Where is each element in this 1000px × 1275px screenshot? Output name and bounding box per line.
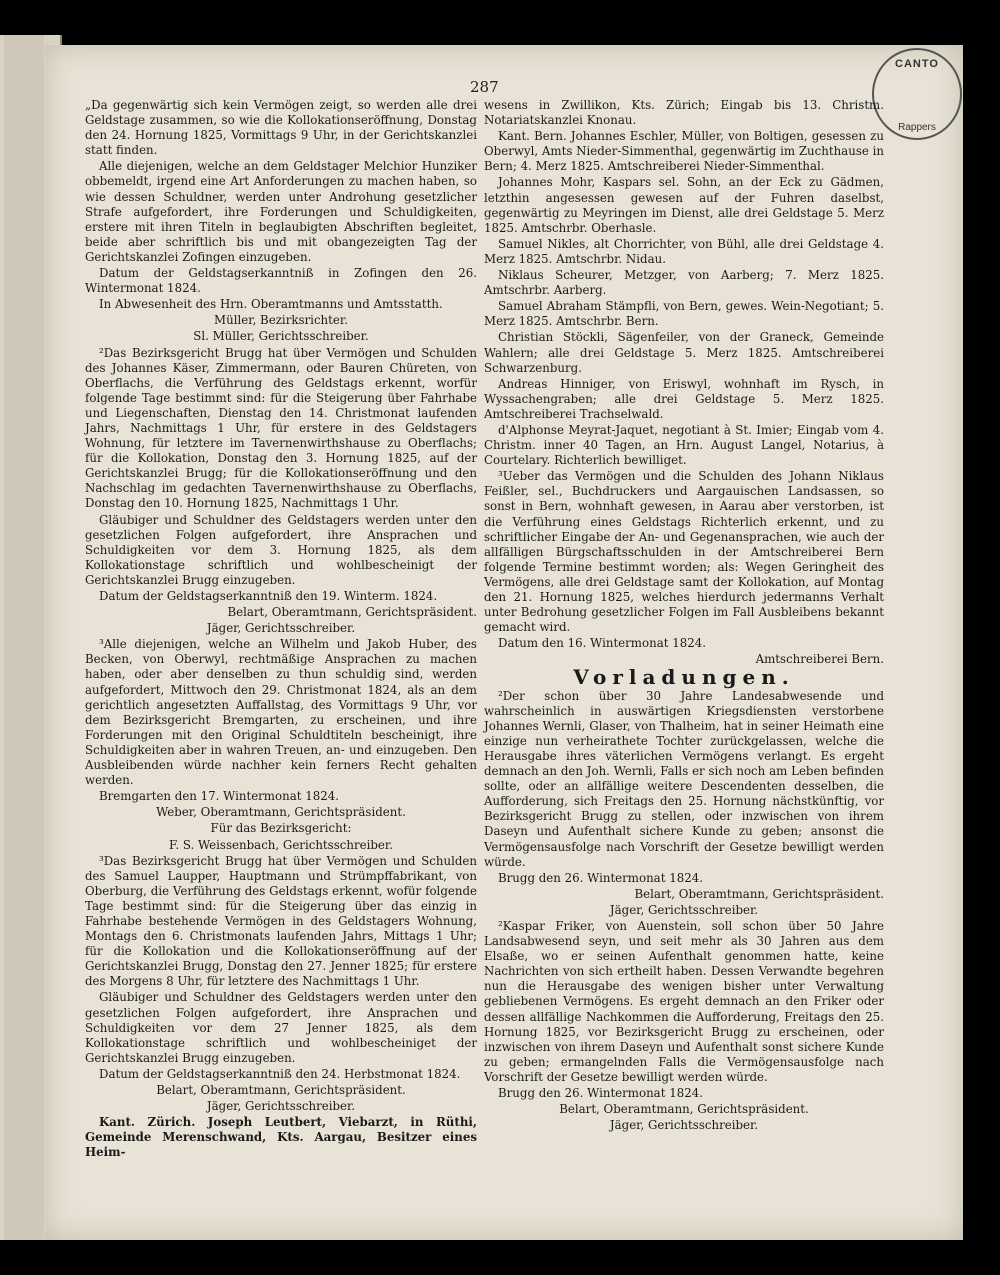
right-column-paragraph: d'Alphonse Meyrat-Jaquet, negotiant à St. Imier; Eingab vom 4. Christm. inner 40 Tagen, an Hrn. August Langel, Notarius, à Courtelary. Richterlich bewilliget. (484, 422, 884, 468)
left-column-paragraph: Jäger, Gerichtsschreiber. (206, 1099, 356, 1114)
left-column-paragraph: F. S. Weissenbach, Gerichtsschreiber. (169, 837, 393, 852)
left-column-paragraph: ²Das Bezirksgericht Brugg hat über Vermögen und Schulden des Johannes Käser, Zimmermann, oder Bauren Chüreten, von Oberflachs, die Verführung des Geldstags erkennt, worfür folgende Tage bestimmt sind: für die Steigerung über Fahrhabe und Liegenschaften, Dienstag den 14. Christmonat laufenden Jahrs, Nachmittags 1 Uhr, für erstere in des Geldstagers Wohnung, für letztere im Tavernenwirthshause zu Oberflachs; für die Kollokation, Donstag den 3. Hornung 1825, auf der Gerichtskanzlei Brugg; für die Kollokationseröffnung und den Nachschlag im gedachten Tavernenwirthshause zu Oberflachs, Donstag den 10. Hornung 1825, Nachmittags 1 Uhr. (85, 345, 477, 511)
right-column-paragraph: wesens in Zwillikon, Kts. Zürich; Eingab bis 13. Christm. Notariatskanzlei Knonau. (484, 98, 884, 128)
right-column-paragraph: Kant. Bern. Johannes Eschler, Müller, von Boltigen, gesessen zu Oberwyl, Amts Nieder-Simmenthal, gegenwärtig im Zuchthause in Bern; 4. Merz 1825. Amtschreiberei Nieder-Simmenthal. (484, 129, 884, 174)
left-column-paragraph: Weber, Oberamtmann, Gerichtspräsident. (156, 805, 406, 820)
left-column-paragraph: Sl. Müller, Gerichtsschreiber. (193, 329, 369, 344)
section-heading: Vorladungen. (573, 665, 795, 690)
left-column (85, 98, 477, 1161)
left-column-paragraph: Gläubiger und Schuldner des Geldstagers werden unter den gesetzlichen Folgen aufgefordert, ihre Ansprachen und Schuldigkeiten vor dem 3. Hornung 1825, als dem Kollokationstage schriftlich und wohlbescheinigt der Gerichtskanzlei Brugg einzugeben. (85, 512, 477, 587)
right-column-paragraph: Belart, Oberamtmann, Gerichtspräsident. (559, 1102, 809, 1117)
book-spine-strip (4, 35, 44, 1240)
left-column-paragraph: ³Alle diejenigen, welche an Wilhelm und Jakob Huber, des Becken, von Oberwyl, rechtmäßige Ansprachen zu machen haben, oder aber denselben zu thun schuldig sind, werden aufgefordert, Mittwoch den 29. Christmonat 1824, als an dem gerichtlich angesetzten Auffallstag, des Vormittags 9 Uhr, vor dem Bezirksgericht Bremgarten, zu erscheinen, und ihre Forderungen mit den Original Schuldtiteln bescheinigt, ihre Schuldigkeiten aber in wahren Treuen, an- und einzugeben. Den Ausbleibenden würde nachher kein ferners Recht gehalten werden. (85, 637, 477, 788)
left-column-paragraph: Müller, Bezirksrichter. (214, 313, 348, 328)
left-column-paragraph: Kant. Zürich. Joseph Leutbert, Viebarzt, in Rüthi, Gemeinde Merenschwand, Kts. Aargau, Besitzer eines Heim- (85, 1115, 477, 1160)
right-column-paragraph: Jäger, Gerichtsschreiber. (609, 1118, 759, 1133)
right-column-paragraph: Christian Stöckli, Sägenfeiler, von der Graneck, Gemeinde Wahlern; alle drei Geldstage 5. Merz 1825. Amtschreiberei Schwarzenburg. (484, 330, 884, 375)
right-column-paragraph: ³Ueber das Vermögen und die Schulden des Johann Niklaus Feißler, sel., Buchdruckers und Aargauischen Landsassen, so sonst in Bern, wohnhaft gewesen, in Aarau aber verstorben, ist die Verführung eines Geldstags Richterlich erkennt, und zu schriftlicher Eingabe der An- und Gegenansprachen, wie auch der allfälligen Bürgschaftsschulden in der Amtschreiberei Bern folgende Termine bestimmt worden; als: Wegen Geringheit des Vermögens, alle drei Geldstage samt der Kollokation, auf Montag den 21. Hornung 1825, welches hierdurch jedermanns Verhalt unter Bedrohung gesetzlicher Folgen im Fall Ausbleibens bekannt gemacht wird. (484, 469, 884, 635)
right-column (484, 98, 884, 1134)
left-column-paragraph: Datum der Geldstagserkanntniß den 19. Winterm. 1824. (99, 589, 438, 603)
library-stamp (872, 48, 962, 140)
left-column-paragraph: Belart, Oberamtmann, Gerichtspräsident. (156, 1083, 406, 1097)
left-column-paragraph: Datum der Geldstagserkanntniß den 24. Herbstmonat 1824. (99, 1066, 461, 1081)
left-column-paragraph: Bremgarten den 17. Wintermonat 1824. (99, 789, 339, 804)
right-column-paragraph: Belart, Oberamtmann, Gerichtspräsident. (634, 886, 884, 901)
right-column-paragraph: Brugg den 26. Wintermonat 1824. (498, 1086, 703, 1100)
left-column-paragraph: Datum der Geldstagserkanntniß in Zofingen den 26. Wintermonat 1824. (85, 266, 477, 296)
right-column-paragraph: Amtschreiberei Bern. (755, 652, 884, 667)
left-column-paragraph: Gläubiger und Schuldner des Geldstagers werden unter den gesetzlichen Folgen aufgefordert, ihre Ansprachen und Schuldigkeiten vor dem 27 Jenner 1825, als dem Kollokationstage schriftlich und wohlbescheiniget der Gerichtskanzlei Brugg einzugeben. (85, 990, 477, 1065)
left-column-paragraph: Für das Bezirksgericht: (210, 821, 352, 836)
right-column-paragraph: Niklaus Scheurer, Metzger, von Aarberg; 7. Merz 1825. Amtschrbr. Aarberg. (484, 268, 884, 298)
stamp-text-bottom: Rappers (898, 122, 936, 133)
right-column-paragraph: ²Kaspar Friker, von Auenstein, soll schon über 50 Jahre Landsabwesend seyn, und seit mehr als 30 Jahren aus dem Elsaße, wo er seinen Aufenthalt genommen hatte, keine Nachrichten von sich ertheilt haben. Dessen Verwandte begehren nun die Herausgabe des wenigen bisher unter Verwaltung gebliebenen Vermögens. Es ergeht demnach an den Friker oder dessen allfällige Nachkommen die Aufforderung, Freitags den 25. Hornung 1825, vor Bezirksgericht Brugg zu erscheinen, oder inzwischen von ihrem Daseyn und Aufenthalt sonst sichere Kunde zu geben; ermangelnden Falls die Vermögensausfolge nach Vorschrift der Gesetze bewilligt werden würde. (484, 918, 884, 1084)
right-column-paragraph: Datum den 16. Wintermonat 1824. (498, 636, 706, 651)
right-column-paragraph: Samuel Nikles, alt Chorrichter, von Bühl, alle drei Geldstage 4. Merz 1825. Amtschrbr. Nidau. (484, 236, 884, 266)
left-column-paragraph: „Da gegenwärtig sich kein Vermögen zeigt, so werden alle drei Geldstage zusammen, so wie die Kollokationseröffnung, Donstag den 24. Hornung 1825, Vormittags 9 Uhr, in der Gerichtskanzlei statt finden. (85, 98, 477, 158)
left-column-paragraph: Alle diejenigen, welche an dem Geldstager Melchior Hunziker obbemeldt, irgend eine Art Anforderungen zu machen haben, so wie dessen Schuldner, werden unter Androhung gesetzlicher Strafe aufgefordert, ihre Forderungen und Schuldigkeiten, erstere mit ihren Titeln in beglaubigten Abschriften begleitet, beide aber schriftlich bis und mit obangezeigten Tag der Gerichtskanzlei Zofingen einzugeben. (85, 159, 477, 264)
left-column-paragraph: Belart, Oberamtmann, Gerichtspräsident. (227, 605, 477, 620)
left-column-paragraph: ³Das Bezirksgericht Brugg hat über Vermögen und Schulden des Samuel Laupper, Hauptmann und Strümpffabrikant, von Oberburg, die Verführung des Geldstags erkennt, wofür folgende Tage bestimmt sind: für die Steigerung über das einzig in Fahrhabe bestehende Vermögen in des Geldstagers Wohnung, Montags den 6. Christmonats laufenden Jahrs, Mittags 1 Uhr; für die Kollokation und die Kollokationseröffnung auf der Gerichtskanzlei Brugg, Donstag den 27. Jenner 1825; für erstere des Morgens 8 Uhr, für letztere des Nachmittags 1 Uhr. (85, 853, 477, 989)
right-column-paragraph: Andreas Hinniger, von Eriswyl, wohnhaft im Rysch, in Wyssachengraben; alle drei Geldstage 5. Merz 1825. Amtschreiberei Trachselwald. (484, 376, 884, 421)
page-number: 287 (470, 78, 499, 96)
left-column-paragraph: In Abwesenheit des Hrn. Oberamtmanns und Amtsstatth. (99, 297, 443, 312)
right-column-paragraph: Jäger, Gerichtsschreiber. (609, 902, 759, 917)
right-column-paragraph: Samuel Abraham Stämpfli, von Bern, gewes. Wein-Negotiant; 5. Merz 1825. Amtschrbr. Bern. (484, 299, 884, 329)
stamp-text-top: CANTO (895, 58, 939, 70)
right-column-paragraph: Brugg den 26. Wintermonat 1824. (498, 870, 703, 885)
left-column-paragraph: Jäger, Gerichtsschreiber. (206, 621, 356, 636)
right-column-paragraph: ²Der schon über 30 Jahre Landesabwesende und wahrscheinlich in auswärtigen Kriegsdiensten verstorbene Johannes Wernli, Glaser, von Thalheim, hat in seiner Heimath eine einzige nun verheirathete Tochter zurückgelassen, welche die Herausgabe ihres väterlichen Vermögens verlangt. Es ergeht demnach an den Joh. Wernli, Falls er sich noch am Leben befinden sollte, oder an allfällige weitere Descendenten desselben, die Aufforderung, sich Freitags den 25. Hornung nächstkünftig, vor Bezirksgericht Brugg zu stellen, oder inzwischen von ihrem Daseyn und Aufenthalt sichere Kunde zu geben; ansonst die Vermögensausfolge nach Vorschrift der Gesetze bewilligt werden würde. (484, 688, 884, 869)
right-column-paragraph: Johannes Mohr, Kaspars sel. Sohn, an der Eck zu Gädmen, letzthin angesessen gewesen auf der Fuhren daselbst, gegenwärtig zu Meyringen im Dienst, alle drei Geldstage 5. Merz 1825. Amtschrbr. Oberhasle. (484, 175, 884, 235)
